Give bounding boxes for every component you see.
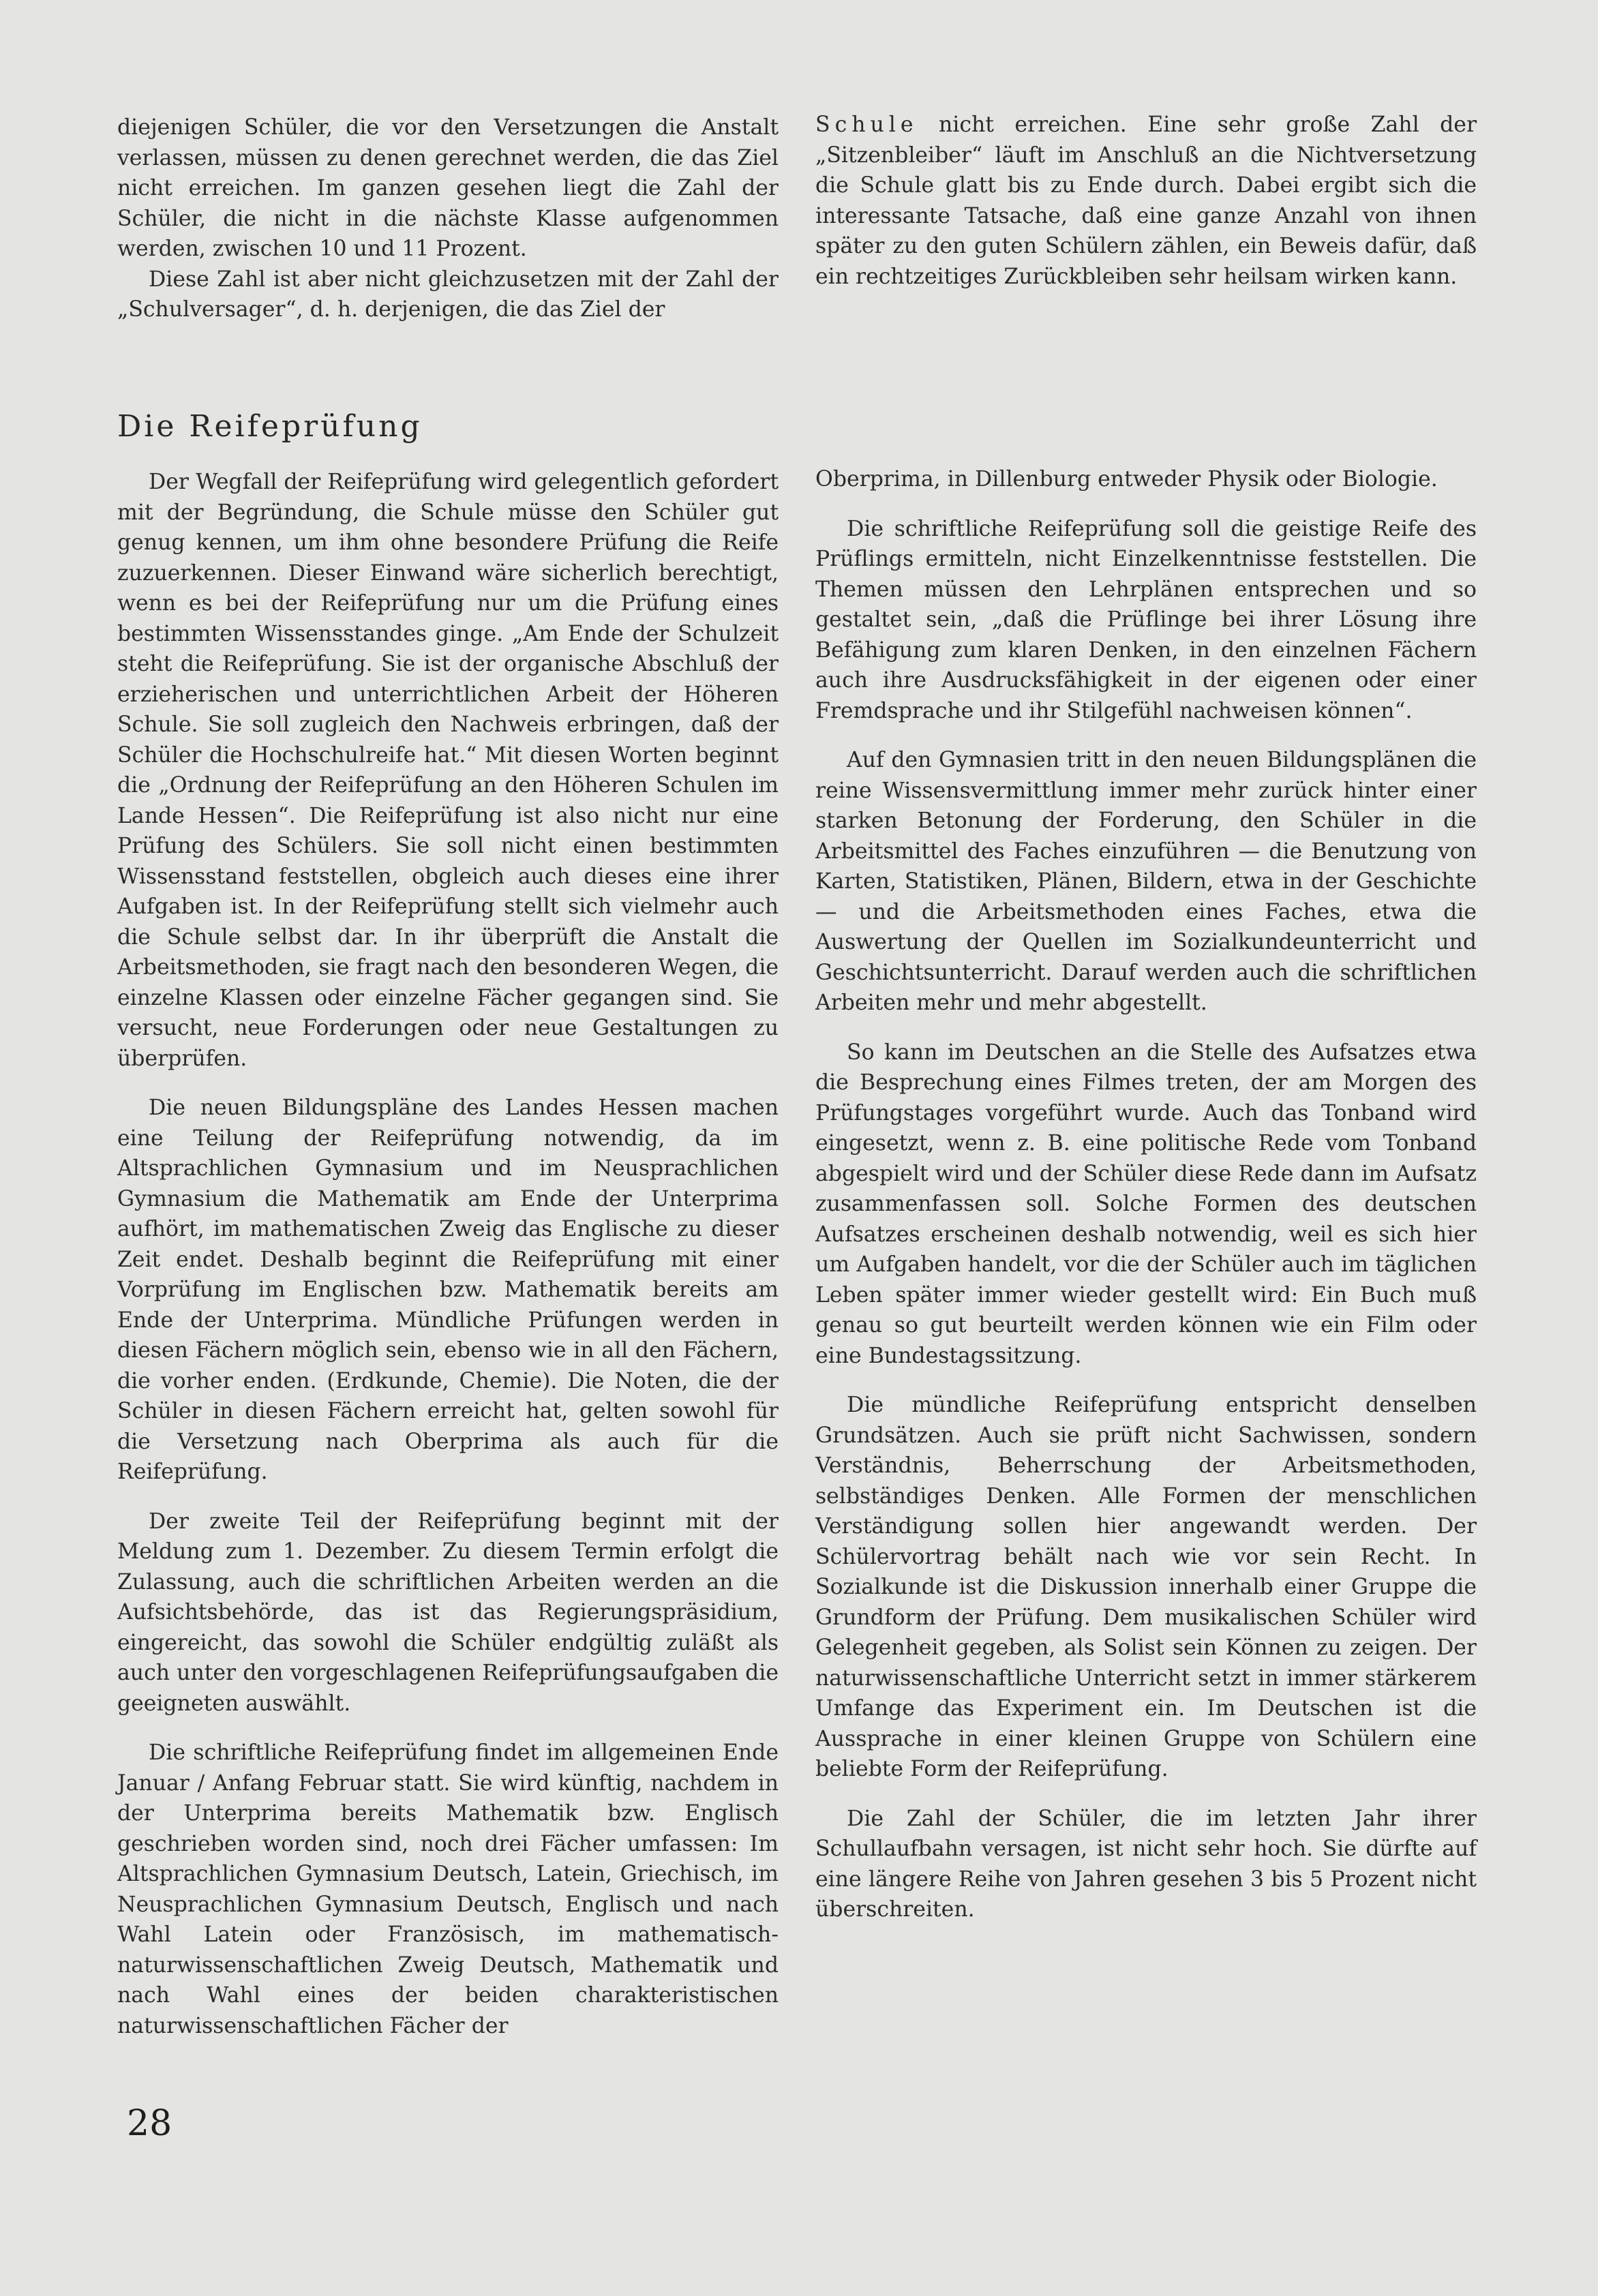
paragraph: Die schriftliche Reifeprüfung findet im allgemeinen Ende Januar / Anfang Februar statt. Sie wird künftig, nachdem in der Unterprima bereits Mathematik bzw. Englisch geschrieben worden sind, noch drei Fächer umfassen: Im Altsprachlichen Gymnasium Deutsch, Latein, Griechisch, im Neusprachlichen Gymnasium Deutsch, Englisch und nach Wahl Latein oder Französisch, im mathematisch-naturwissenschaftlichen Zweig Deutsch, Mathematik und nach Wahl eines der beiden charakteristischen naturwissenschaftlichen Fächer der — [117, 1740, 779, 2038]
top-left-column — [117, 112, 779, 325]
spaced-word: Schule — [815, 112, 918, 137]
paragraph: Die neuen Bildungspläne des Landes Hessen machen eine Teilung der Reifeprüfung notwendig, da im Altsprachlichen Gymnasium und im Neusprachlichen Gymnasium die Mathematik am Ende der Unterprima aufhört, im mathematischen Zweig das Englische zu dieser Zeit endet. Deshalb beginnt die Reifeprüfung mit einer Vorprüfung im Englischen bzw. Mathematik bereits am Ende der Unterprima. Mündliche Prüfungen werden in diesen Fächern möglich sein, ebenso wie in all den Fächern, die vorher enden. (Erdkunde, Chemie). Die Noten, die der Schüler in diesen Fächern erreicht hat, gelten sowohl für die Versetzung nach Oberprima als auch für die Reifeprüfung. — [117, 1096, 779, 1484]
paragraph: Die mündliche Reifeprüfung entspricht denselben Grundsätzen. Auch sie prüft nicht Sachwissen, sondern Verständnis, Beherrschung der Arbeitsmethoden, selbständiges Denken. Alle Formen der menschlichen Verständigung sollen hier angewandt werden. Der Schülervortrag behält nach wie vor sein Recht. In Sozialkunde ist die Diskussion innerhalb einer Gruppe die Grundform der Prüfung. Dem musikalischen Schüler wird Gelegenheit gegeben, als Solist sein Können zu zeigen. Der naturwissenschaftliche Unterricht setzt in immer stärkerem Umfange das Experiment ein. Im Deutschen ist die Aussprache in einer kleinen Gruppe von Schülern eine beliebte Form der Reifeprüfung. — [815, 1393, 1477, 1781]
paragraph: Die schriftliche Reifeprüfung soll die geistige Reife des Prüflings ermitteln, nicht Einzelkenntnisse feststellen. Die Themen müssen den Lehrplänen entsprechen und so gestaltet sein, „daß die Prüflinge bei ihrer Lösung ihre Befähigung zum klaren Denken, in den einzelnen Fächern auch ihre Ausdrucksfähigkeit in der eigenen oder einer Fremdsprache und ihr Stilgefühl nachweisen können“. — [815, 516, 1477, 723]
section-heading: Die Reifeprüfung — [117, 409, 423, 444]
paragraph: Diese Zahl ist aber nicht gleichzusetzen mit der Zahl der „Schulversager“, d. h. derjenigen, die das Ziel der — [117, 267, 779, 322]
paragraph: Oberprima, in Dillenburg entweder Physik oder Biologie. — [815, 467, 1438, 492]
main-right-column — [815, 464, 1477, 1925]
page-number: 28 — [127, 2103, 172, 2144]
main-left-column — [117, 467, 779, 2041]
paragraph: Der Wegfall der Reifeprüfung wird gelegentlich gefordert mit der Begründung, die Schule müsse den Schüler gut genug kennen, um ihm ohne besondere Prüfung die Reife zuzuerkennen. Dieser Einwand wäre sicherlich berechtigt, wenn es bei der Reifeprüfung nur um die Prüfung eines bestimmten Wissensstandes ginge. „Am Ende der Schulzeit steht die Reifeprüfung. Sie ist der organische Abschluß der erzieherischen und unterrichtlichen Arbeit der Höheren Schule. Sie soll zugleich den Nachweis erbringen, daß der Schüler die Hochschulreife hat.“ Mit diesen Worten beginnt die „Ordnung der Reifeprüfung an den Höheren Schulen im Lande Hessen“. Die Reifeprüfung ist also nicht nur eine Prüfung des Schülers. Sie soll nicht einen bestimmten Wissensstand feststellen, obgleich auch dieses eine ihrer Aufgaben ist. In der Reifeprüfung stellt sich vielmehr auch die Schule selbst dar. In ihr überprüft die Anstalt die Arbeitsmethoden, sie fragt nach den besonderen Wegen, die einzelne Klassen oder einzelne Fächer gegangen sind. Sie versucht, neue Forderungen oder neue Gestaltungen zu überprüfen. — [117, 470, 779, 1071]
paragraph — [815, 110, 1477, 292]
paragraph-text: nicht erreichen. Eine sehr große Zahl der „Sitzenbleiber“ läuft im Anschluß an die Nichtversetzung die Schule glatt bis zu Ende durch. Dabei ergibt sich die interessante Tatsache, daß eine ganze Anzahl von ihnen später zu den guten Schülern zählen, ein Beweis dafür, daß ein rechtzeitiges Zurückbleiben sehr heilsam wirken kann. — [815, 112, 1477, 289]
top-right-column — [815, 110, 1477, 292]
paragraph: Die Zahl der Schüler, die im letzten Jahr ihrer Schullaufbahn versagen, ist nicht sehr hoch. Sie dürfte auf eine längere Reihe von Jahren gesehen 3 bis 5 Prozent nicht überschreiten. — [815, 1806, 1477, 1922]
paragraph: So kann im Deutschen an die Stelle des Aufsatzes etwa die Besprechung eines Filmes treten, der am Morgen des Prüfungstages vorgeführt wurde. Auch das Tonband wird eingesetzt, wenn z. B. eine politische Rede vom Tonband abgespielt wird und der Schüler diese Rede dann im Aufsatz zusammenfassen soll. Solche Formen des deutschen Aufsatzes erscheinen deshalb notwendig, weil es sich hier um Aufgaben handelt, vor die der Schüler auch im täglichen Leben später immer wieder gestellt wird: Ein Buch muß genau so gut beurteilt werden können wie ein Film oder eine Bundestagssitzung. — [815, 1040, 1477, 1368]
paragraph: diejenigen Schüler, die vor den Versetzungen die Anstalt verlassen, müssen zu denen gerechnet werden, die das Ziel nicht erreichen. Im ganzen gesehen liegt die Zahl der Schüler, die nicht in die nächste Klasse aufgenommen werden, zwischen 10 und 11 Prozent. — [117, 115, 779, 261]
paragraph: Der zweite Teil der Reifeprüfung beginnt mit der Meldung zum 1. Dezember. Zu diesem Termin erfolgt die Zulassung, auch die schriftlichen Arbeiten werden an die Aufsichtsbehörde, das ist das Regierungspräsidium, eingereicht, das sowohl die Schüler endgültig zuläßt als auch unter den vorgeschlagenen Reifeprüfungsaufgaben die geeigneten auswählt. — [117, 1509, 779, 1716]
paragraph: Auf den Gymnasien tritt in den neuen Bildungsplänen die reine Wissensvermittlung immer mehr zurück hinter einer starken Betonung der Forderung, den Schüler in die Arbeitsmittel des Faches einzuführen — die Benutzung von Karten, Statistiken, Plänen, Bildern, etwa in der Geschichte — und die Arbeitsmethoden eines Faches, etwa die Auswertung der Quellen im Sozialkundeunterricht und Geschichtsunterricht. Darauf werden auch die schriftlichen Arbeiten mehr und mehr abgestellt. — [815, 748, 1477, 1015]
